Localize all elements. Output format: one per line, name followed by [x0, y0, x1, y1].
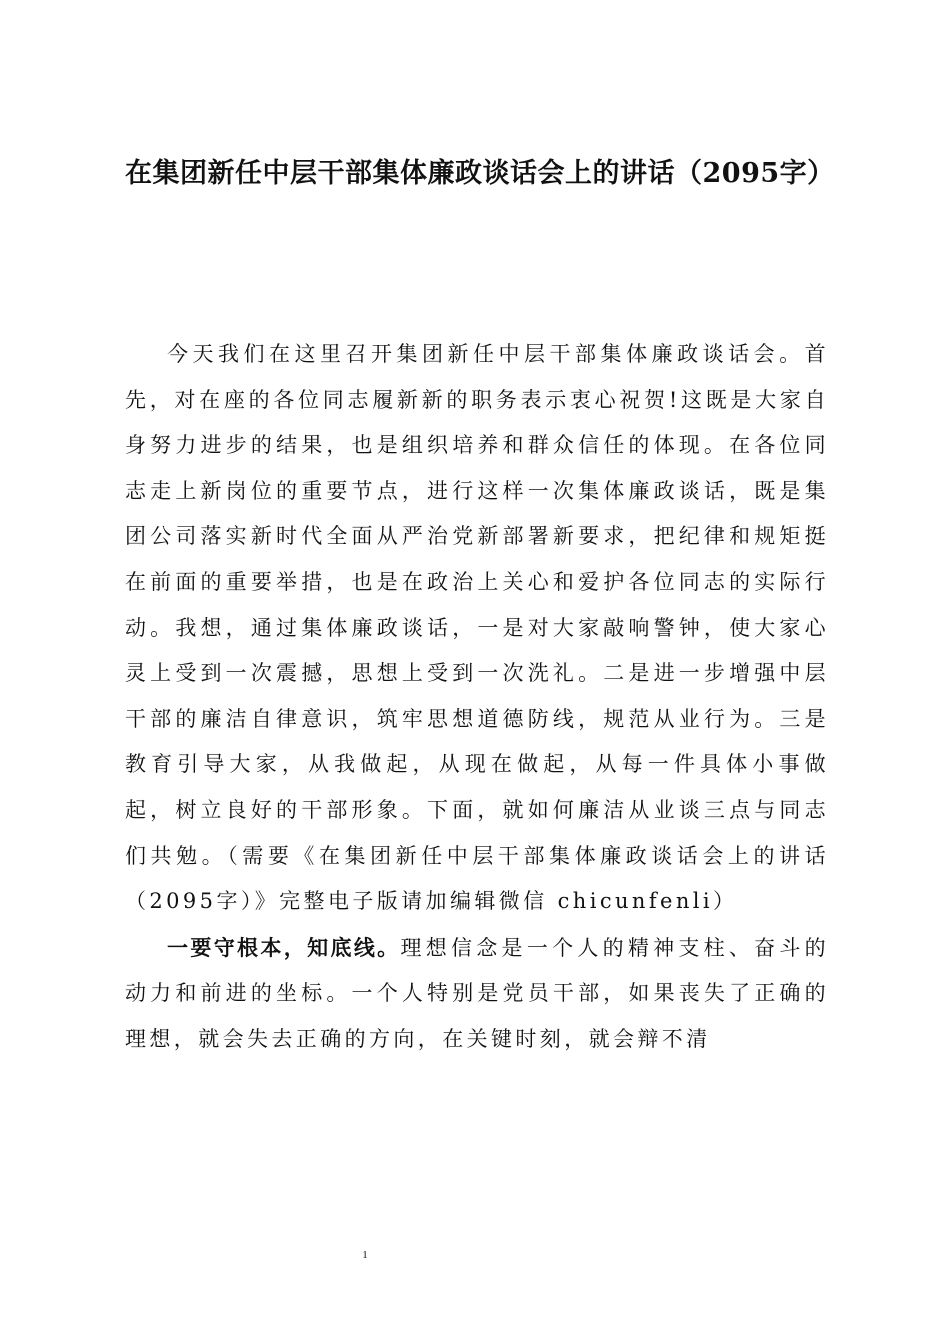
paragraph-intro [125, 332, 829, 925]
paragraph-text: 理想信念是一个人的精神支柱、奋斗的动力和前进的坐标。一个人特别是党员干部，如果丧失了正确的理想，就会失去正确的方向，在关键时刻，就会辩不清 [125, 935, 829, 1051]
paragraph-point-one [125, 925, 829, 1063]
paragraph-text: 今天我们在这里召开集团新任中层干部集体廉政谈话会。首先，对在座的各位同志履新新的职务表示衷心祝贺!这既是大家自身努力进步的结果，也是组织培养和群众信任的体现。在各位同志走上新岗位的重要节点，进行这样一次集体廉政谈话，既是集团公司落实新时代全面从严治党新部署新要求，把纪律和规矩挺在前面的重要举措，也是在政治上关心和爱护各位同志的实际行动。我想，通过集体廉政谈话，一是对大家敲响警钟，使大家心灵上受到一次震撼，思想上受到一次洗礼。二是进一步增强中层干部的廉洁自律意识，筑牢思想道德防线，规范从业行为。三是教育引导大家，从我做起，从现在做起，从每一件具体小事做起，树立良好的干部形象。下面，就如何廉洁从业谈三点与同志们共勉。（需要《在集团新任中层干部集体廉政谈话会上的讲话（2095字）》完整电子版请加编辑微信 chicunfenli） [125, 342, 829, 914]
paragraph-heading: 一要守根本，知底线。 [167, 934, 401, 960]
document-title: 在集团新任中层干部集体廉政谈话会上的讲话（2095字） [125, 158, 835, 189]
page-number: 1 [362, 1249, 368, 1261]
document-body [125, 332, 829, 1063]
